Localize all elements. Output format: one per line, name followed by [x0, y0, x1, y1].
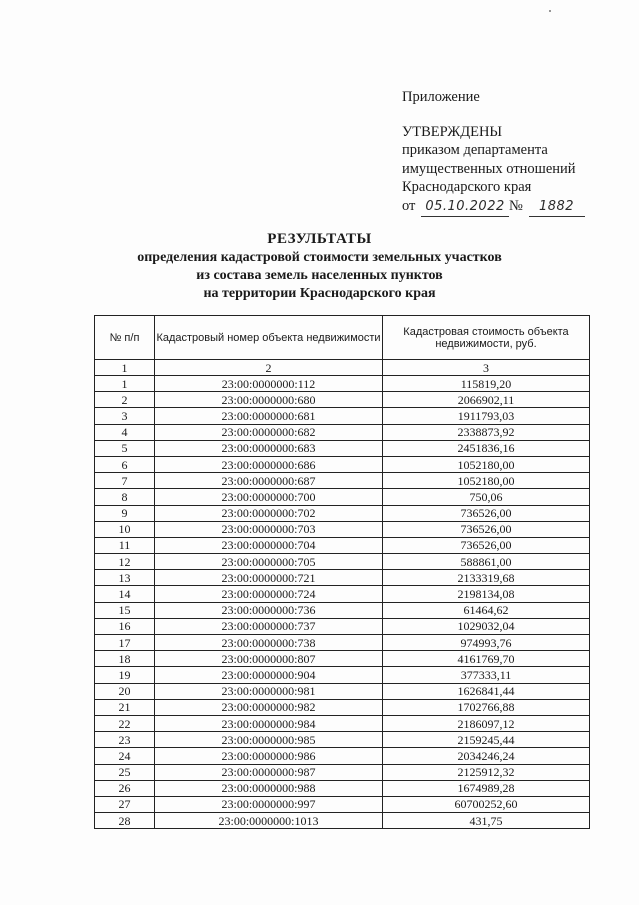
cadastral-number: 23:00:0000000:997 [155, 796, 383, 812]
cadastral-value: 1052180,00 [383, 473, 590, 489]
cadastral-number: 23:00:0000000:112 [155, 376, 383, 392]
table-row [95, 715, 590, 731]
cadastral-number: 23:00:0000000:702 [155, 505, 383, 521]
cadastral-number: 23:00:0000000:904 [155, 667, 383, 683]
row-number: 5 [95, 440, 155, 456]
cadastral-number: 23:00:0000000:687 [155, 473, 383, 489]
cadastral-number: 23:00:0000000:736 [155, 602, 383, 618]
cadastral-value: 1626841,44 [383, 683, 590, 699]
table-row [95, 489, 590, 505]
cadastral-value: 736526,00 [383, 505, 590, 521]
row-number: 23 [95, 732, 155, 748]
row-number: 1 [95, 376, 155, 392]
table-row [95, 586, 590, 602]
row-number: 7 [95, 473, 155, 489]
table-row [95, 651, 590, 667]
header-number: № п/п [95, 316, 155, 360]
approval-line-1: приказом департамента [402, 142, 548, 158]
header-cadastral-number: Кадастровый номер объекта недвижимости [155, 316, 383, 360]
order-date: 05.10.2022 [421, 198, 509, 218]
appendix-label: Приложение [402, 89, 480, 105]
cadastral-value: 1911793,03 [383, 408, 590, 424]
row-number: 20 [95, 683, 155, 699]
row-number: 3 [95, 408, 155, 424]
cadastral-table [94, 315, 590, 829]
table-row [95, 796, 590, 812]
approved-label: УТВЕРЖДЕНЫ [402, 123, 503, 140]
cadastral-number: 23:00:0000000:981 [155, 683, 383, 699]
cadastral-number: 23:00:0000000:737 [155, 618, 383, 634]
row-number: 13 [95, 570, 155, 586]
cadastral-value: 2338873,92 [383, 424, 590, 440]
table-row [95, 505, 590, 521]
cadastral-number: 23:00:0000000:984 [155, 715, 383, 731]
cadastral-number: 23:00:0000000:681 [155, 408, 383, 424]
table-row [95, 780, 590, 796]
table-row [95, 618, 590, 634]
cadastral-value: 60700252,60 [383, 796, 590, 812]
cadastral-number: 23:00:0000000:1013 [155, 813, 383, 829]
cadastral-number: 23:00:0000000:680 [155, 392, 383, 408]
cadastral-number: 23:00:0000000:738 [155, 635, 383, 651]
cadastral-value: 377333,11 [383, 667, 590, 683]
row-number: 2 [95, 392, 155, 408]
cadastral-value: 2066902,11 [383, 392, 590, 408]
cadastral-value: 61464,62 [383, 602, 590, 618]
cadastral-number: 23:00:0000000:686 [155, 456, 383, 472]
cadastral-value: 2159245,44 [383, 732, 590, 748]
row-number: 10 [95, 521, 155, 537]
approval-block [402, 88, 585, 217]
cadastral-value: 2034246,24 [383, 748, 590, 764]
order-reference [402, 197, 585, 218]
table-row [95, 376, 590, 392]
table-row [95, 554, 590, 570]
cadastral-value: 2186097,12 [383, 715, 590, 731]
row-number: 18 [95, 651, 155, 667]
cadastral-number: 23:00:0000000:985 [155, 732, 383, 748]
column-index-row [95, 360, 590, 376]
table-row [95, 764, 590, 780]
table-row [95, 667, 590, 683]
cadastral-value: 2451836,16 [383, 440, 590, 456]
table-row [95, 392, 590, 408]
row-number: 21 [95, 699, 155, 715]
cadastral-value: 2198134,08 [383, 586, 590, 602]
table-row [95, 424, 590, 440]
approval-line-2: имущественных отношений [402, 160, 576, 177]
row-number: 26 [95, 780, 155, 796]
table-row [95, 813, 590, 829]
row-number: 15 [95, 602, 155, 618]
cadastral-value: 1029032,04 [383, 618, 590, 634]
row-number: 28 [95, 813, 155, 829]
cadastral-number: 23:00:0000000:724 [155, 586, 383, 602]
row-number: 25 [95, 764, 155, 780]
approval-line-3: Краснодарского края [402, 179, 532, 195]
row-number: 27 [95, 796, 155, 812]
row-number: 16 [95, 618, 155, 634]
table-row [95, 473, 590, 489]
title-line-3: на территории Краснодарского края [203, 286, 436, 301]
table-row [95, 602, 590, 618]
column-index: 2 [155, 360, 383, 376]
row-number: 9 [95, 505, 155, 521]
title-line-2: из состава земель населенных пунктов [196, 268, 443, 283]
row-number: 14 [95, 586, 155, 602]
column-index: 3 [383, 360, 590, 376]
cadastral-number: 23:00:0000000:705 [155, 554, 383, 570]
row-number: 8 [95, 489, 155, 505]
row-number: 17 [95, 635, 155, 651]
column-index: 1 [95, 360, 155, 376]
cadastral-number: 23:00:0000000:987 [155, 764, 383, 780]
row-number: 24 [95, 748, 155, 764]
table-row [95, 537, 590, 553]
table-row [95, 683, 590, 699]
table-row [95, 456, 590, 472]
row-number: 12 [95, 554, 155, 570]
title-line-1: определения кадастровой стоимости земельных участков [137, 250, 502, 265]
table-row [95, 440, 590, 456]
cadastral-number: 23:00:0000000:807 [155, 651, 383, 667]
cadastral-value: 431,75 [383, 813, 590, 829]
cadastral-number: 23:00:0000000:703 [155, 521, 383, 537]
table-row [95, 408, 590, 424]
cadastral-number: 23:00:0000000:704 [155, 537, 383, 553]
cadastral-value: 1052180,00 [383, 456, 590, 472]
row-number: 4 [95, 424, 155, 440]
cadastral-number: 23:00:0000000:683 [155, 440, 383, 456]
cadastral-number: 23:00:0000000:700 [155, 489, 383, 505]
cadastral-value: 4161769,70 [383, 651, 590, 667]
from-label: от [402, 197, 416, 214]
scan-speck [549, 10, 551, 12]
table-row [95, 748, 590, 764]
table-row [95, 635, 590, 651]
table-row [95, 699, 590, 715]
row-number: 11 [95, 537, 155, 553]
cadastral-value: 2125912,32 [383, 764, 590, 780]
cadastral-value: 588861,00 [383, 554, 590, 570]
cadastral-number: 23:00:0000000:986 [155, 748, 383, 764]
cadastral-number: 23:00:0000000:682 [155, 424, 383, 440]
cadastral-value: 736526,00 [383, 521, 590, 537]
cadastral-value: 2133319,68 [383, 570, 590, 586]
row-number: 22 [95, 715, 155, 731]
row-number: 19 [95, 667, 155, 683]
table-row [95, 570, 590, 586]
cadastral-value: 750,06 [383, 489, 590, 505]
cadastral-value: 1702766,88 [383, 699, 590, 715]
row-number: 6 [95, 456, 155, 472]
table-row [95, 732, 590, 748]
table-header-row [95, 316, 590, 360]
cadastral-value: 736526,00 [383, 537, 590, 553]
cadastral-number: 23:00:0000000:721 [155, 570, 383, 586]
cadastral-number: 23:00:0000000:988 [155, 780, 383, 796]
header-cadastral-value: Кадастровая стоимость объекта недвижимости, руб. [383, 316, 590, 360]
title-main: РЕЗУЛЬТАТЫ [267, 231, 372, 247]
cadastral-value: 1674989,28 [383, 780, 590, 796]
order-number: 1882 [529, 198, 585, 218]
document-title [0, 230, 639, 303]
table-row [95, 521, 590, 537]
cadastral-value: 974993,76 [383, 635, 590, 651]
number-label: № [509, 197, 523, 214]
cadastral-number: 23:00:0000000:982 [155, 699, 383, 715]
cadastral-value: 115819,20 [383, 376, 590, 392]
